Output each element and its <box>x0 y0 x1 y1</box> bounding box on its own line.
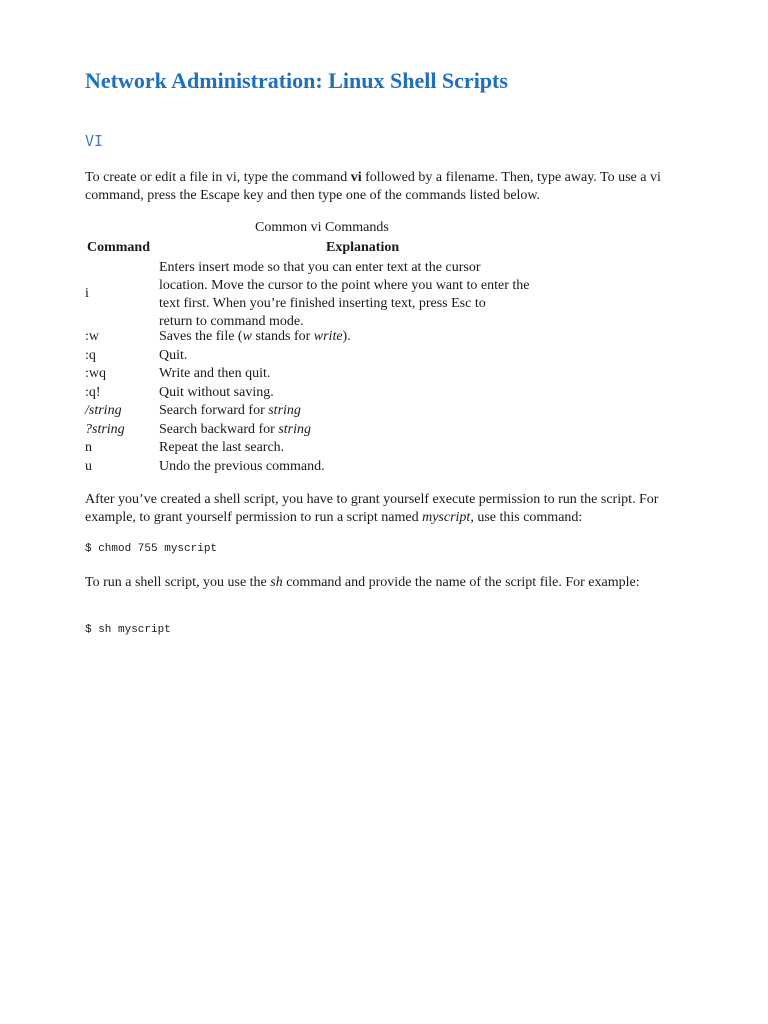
row-explanation-line: Enters insert mode so that you can enter text at the cursor <box>159 260 481 275</box>
row-command: :q <box>85 348 96 363</box>
row-explanation: Write and then quit. <box>159 366 271 381</box>
row-explanation-italic: write <box>313 329 343 344</box>
run-text-1: To run a shell script, you use the <box>85 575 271 590</box>
table-row <box>85 259 585 331</box>
row-explanation-text: Search forward for <box>159 403 269 418</box>
permission-text-1: After you’ve created a shell script, you have to grant yourself execute permission to run the script. For example, to grant yourself permission to run a script named <box>85 492 659 525</box>
header-explanation: Explanation <box>326 240 400 255</box>
run-text-2: command and provide the name of the script file. For example: <box>282 575 640 590</box>
row-explanation-text: ). <box>342 329 351 344</box>
table-caption: Common vi Commands <box>255 220 389 235</box>
row-explanation <box>159 328 589 346</box>
intro-text-1: To create or edit a file in vi, type the command <box>85 170 351 185</box>
row-command: /string <box>85 403 122 418</box>
row-command: :w <box>85 329 99 344</box>
permission-text-2: , use this command: <box>470 510 583 525</box>
row-explanation-line: location. Move the cursor to the point where you want to enter the <box>159 278 530 293</box>
table-header <box>85 239 585 257</box>
row-command: :wq <box>85 366 106 381</box>
vi-commands-table <box>85 239 585 474</box>
row-explanation <box>159 259 589 331</box>
row-explanation: Repeat the last search. <box>159 440 285 455</box>
permission-paragraph <box>85 491 705 527</box>
row-explanation: Quit without saving. <box>159 385 274 400</box>
row-explanation-italic: w <box>242 329 252 344</box>
row-explanation-text: Saves the file ( <box>159 329 243 344</box>
run-command-sh: sh <box>270 575 283 590</box>
intro-paragraph <box>85 169 705 205</box>
row-explanation-italic: string <box>268 403 301 418</box>
row-explanation <box>159 421 589 439</box>
row-explanation-line: return to command mode. <box>159 314 304 329</box>
run-script-paragraph <box>85 574 705 592</box>
intro-command-vi: vi <box>350 170 362 185</box>
sh-code-line: $ sh myscript <box>85 624 171 636</box>
row-command: i <box>85 286 89 301</box>
section-heading-vi: VI <box>85 132 104 150</box>
row-explanation <box>159 402 589 420</box>
header-command: Command <box>87 240 151 255</box>
row-command: :q! <box>85 385 101 400</box>
chmod-code-line: $ chmod 755 myscript <box>85 543 218 555</box>
row-command: u <box>85 459 92 474</box>
row-explanation-italic: string <box>278 422 312 437</box>
document-title: Network Administration: Linux Shell Scripts <box>85 68 508 93</box>
intro-text-2: followed by a filename. Then, type away. To use a vi command, press the Escape key and then type one of the commands listed below. <box>85 170 661 203</box>
row-explanation: Quit. <box>159 348 188 363</box>
permission-script-name: myscript <box>422 510 471 525</box>
row-command: n <box>85 440 92 455</box>
row-explanation-text: Search backward for <box>159 422 279 437</box>
row-command: ?string <box>85 422 125 437</box>
row-explanation: Undo the previous command. <box>159 459 325 474</box>
row-explanation-line: text first. When you’re finished inserting text, press Esc to <box>159 296 486 311</box>
row-explanation-text: stands for <box>251 329 314 344</box>
